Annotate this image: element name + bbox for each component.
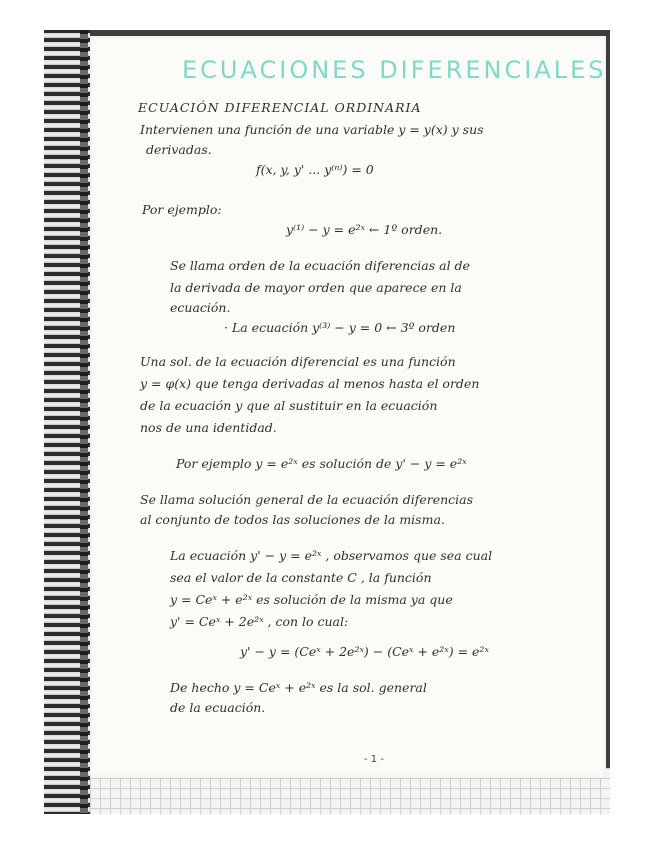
note-line: Intervienen una función de una variable y = y(x) y sus <box>140 122 484 137</box>
notebook-page <box>90 36 606 778</box>
page-number: - 1 - <box>364 754 384 765</box>
note-line: la derivada de mayor orden que aparece en la <box>170 280 462 295</box>
note-line: al conjunto de todos las soluciones de la misma. <box>140 512 445 527</box>
note-line: Una sol. de la ecuación diferencial es una función <box>140 354 456 369</box>
note-line: sea el valor de la constante C , la función <box>170 570 432 585</box>
note-line: La ecuación y' − y = e²ˣ , observamos que sea cual <box>170 548 493 563</box>
note-line: Se llama solución general de la ecuación diferencias <box>140 492 474 507</box>
note-line: de la ecuación. <box>170 700 266 715</box>
formula: f(x, y, y' ... y⁽ⁿ⁾) = 0 <box>256 162 374 177</box>
formula: y⁽¹⁾ − y = e²ˣ ← 1º orden. <box>286 222 443 237</box>
note-line: nos de una identidad. <box>140 420 277 435</box>
note-line: Por ejemplo y = e²ˣ es solución de y' − y = e²ˣ <box>176 456 467 471</box>
formula: y' − y = (Ceˣ + 2e²ˣ) − (Ceˣ + e²ˣ) = e²ˣ <box>240 644 489 659</box>
note-line: derivadas. <box>146 142 212 157</box>
spiral-binding <box>44 30 90 814</box>
note-line: Por ejemplo: <box>142 202 222 217</box>
note-line: y = φ(x) que tenga derivadas al menos hasta el orden <box>140 376 480 391</box>
note-line: de la ecuación y que al sustituir en la ecuación <box>140 398 438 413</box>
note-line: Se llama orden de la ecuación diferencias al de <box>170 258 470 273</box>
formula: · La ecuación y⁽³⁾ − y = 0 ← 3º orden <box>224 320 456 335</box>
note-line: y' = Ceˣ + 2e²ˣ , con lo cual: <box>170 614 349 629</box>
note-line: y = Ceˣ + e²ˣ es solución de la misma ya que <box>170 592 453 607</box>
note-line: ecuación. <box>170 300 231 315</box>
page-title: ECUACIONES DIFERENCIALES <box>182 56 607 84</box>
notebook-scan <box>44 30 610 814</box>
section-heading: ECUACIÓN DIFERENCIAL ORDINARIA <box>138 100 422 115</box>
note-line: De hecho y = Ceˣ + e²ˣ es la sol. general <box>170 680 427 695</box>
